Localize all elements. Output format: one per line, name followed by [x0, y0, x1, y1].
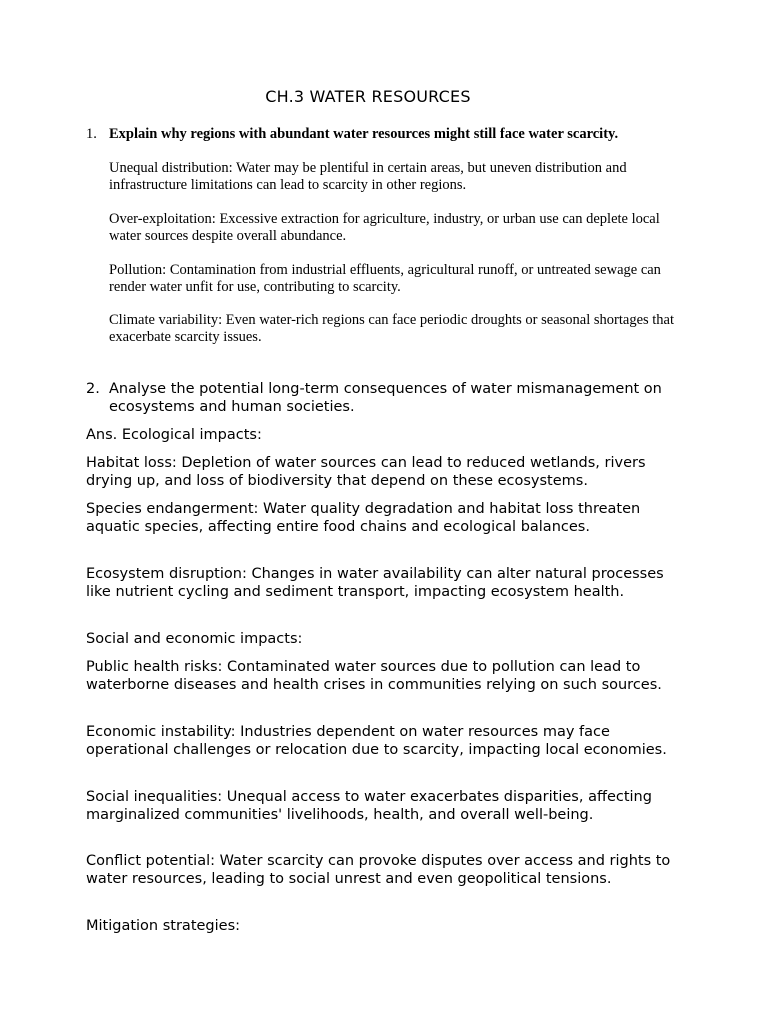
social-public-health: Public health risks: Contaminated water sources due to pollution can lead to waterborne diseases and health crises in communities relying on such sources. — [86, 659, 662, 693]
social-economic-instability: Economic instability: Industries dependent on water resources may face operational challenges or relocation due to scarcity, impacting local economies. — [86, 724, 667, 758]
question-2-text: Analyse the potential long-term consequences of water mismanagement on ecosystems and human societies. — [109, 381, 662, 415]
ecological-species-endangerment: Species endangerment: Water quality degradation and habitat loss threaten aquatic species, affecting entire food chains and ecological balances. — [86, 501, 641, 535]
page-title: CH.3 WATER RESOURCES — [265, 87, 471, 106]
answer-unequal-distribution: Unequal distribution: Water may be plentiful in certain areas, but uneven distribution and infrastructure limitations can lead to scarcity in other regions. — [109, 160, 627, 193]
social-economic-heading: Social and economic impacts: — [86, 631, 303, 647]
social-inequalities: Social inequalities: Unequal access to water exacerbates disparities, affecting marginalized communities' livelihoods, health, and overall well-being. — [86, 789, 652, 823]
answer-intro: Ans. Ecological impacts: — [86, 427, 262, 443]
answer-over-exploitation: Over-exploitation: Excessive extraction for agriculture, industry, or urban use can deplete local water sources despite overall abundance. — [109, 211, 660, 244]
answer-pollution: Pollution: Contamination from industrial effluents, agricultural runoff, or untreated sewage can render water unfit for use, contributing to scarcity. — [109, 262, 661, 295]
ecological-ecosystem-disruption: Ecosystem disruption: Changes in water availability can alter natural processes like nutrient cycling and sediment transport, impacting ecosystem health. — [86, 566, 664, 600]
ecological-habitat-loss: Habitat loss: Depletion of water sources can lead to reduced wetlands, rivers drying up, and loss of biodiversity that depend on these ecosystems. — [86, 455, 646, 489]
question-1-text: Explain why regions with abundant water resources might still face water scarcity. — [109, 126, 619, 142]
question-2-number: 2. — [86, 381, 100, 397]
answer-climate-variability: Climate variability: Even water-rich regions can face periodic droughts or seasonal shortages that exacerbate scarcity issues. — [109, 312, 675, 345]
question-1-number: 1. — [86, 126, 97, 142]
social-conflict-potential: Conflict potential: Water scarcity can provoke disputes over access and rights to water resources, leading to social unrest and even geopolitical tensions. — [86, 853, 671, 887]
mitigation-heading: Mitigation strategies: — [86, 918, 241, 934]
